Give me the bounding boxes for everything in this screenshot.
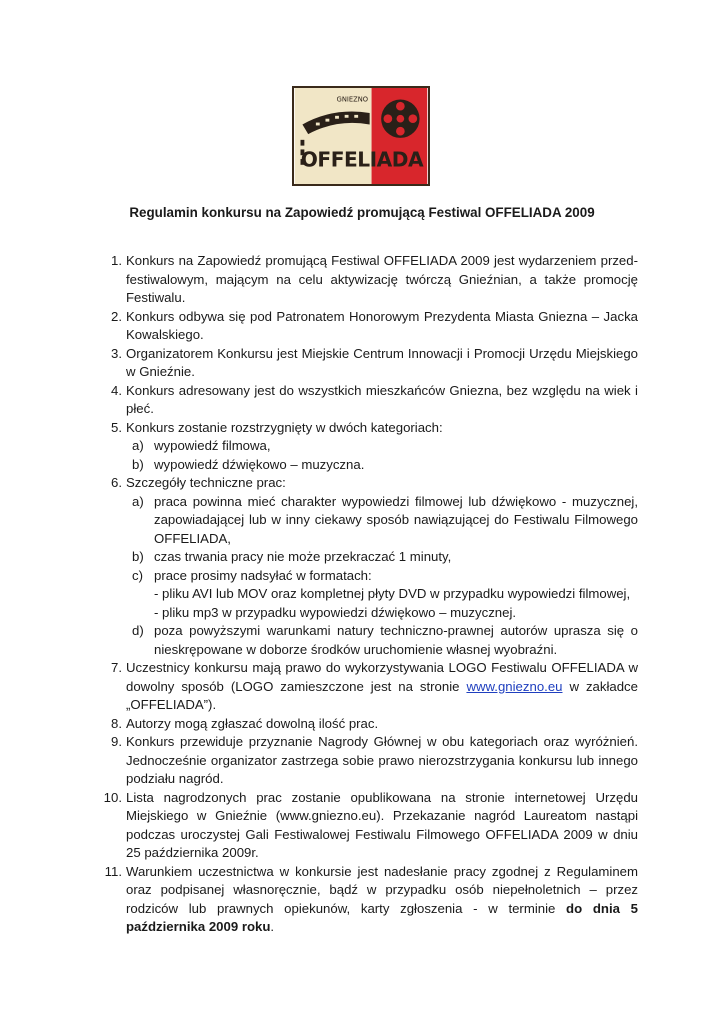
rule-item — [92, 733, 638, 789]
rule-item — [92, 345, 638, 382]
rule-text: Konkurs odbywa się pod Patronatem Honorowym Prezydenta Miasta Gniezna – Jacka Kowalskiego. — [126, 308, 638, 342]
sub-letter: b) — [132, 456, 144, 472]
rule-text: Konkurs adresowany jest do wszystkich mieszkańców Gniezna, bez względu na wiek i płeć. — [126, 382, 638, 416]
sub-letter: a) — [132, 493, 144, 509]
rule-item — [92, 308, 638, 345]
sub-item — [126, 622, 638, 659]
rule-text — [126, 863, 638, 937]
rule-text: Konkurs przewiduje przyznanie Nagrody Głównej w obu kategoriach oraz wyróżnień. Jednocześnie organizator zastrzega sobie prawo nierozstrzygania konkursu lub innego podziału nagród. — [126, 734, 638, 786]
sub-item — [126, 437, 638, 456]
sub-text: wypowiedź dźwiękowo – muzyczna. — [154, 456, 365, 472]
deadline-date: do dnia 5 października 2009 roku — [126, 900, 638, 934]
sub-letter: a) — [132, 438, 144, 453]
rule-item — [92, 715, 638, 734]
rule-number: 2. — [111, 308, 122, 324]
rule-item — [92, 863, 638, 937]
rule-item — [92, 789, 638, 863]
sublist — [126, 493, 638, 660]
sub-item — [126, 456, 638, 475]
rule-number: 7. — [111, 660, 122, 675]
logo-top-text: GNIEZNO — [336, 95, 369, 104]
rules-list — [92, 252, 638, 937]
rule-item — [92, 252, 638, 308]
sub-text: praca powinna mieć charakter wypowiedzi filmowej lub dźwiękowo - muzycznej, zapowiadającej lub w inny ciekawy sposób nawiązującej do Festiwalu Filmowego OFFELIADA, — [154, 493, 638, 546]
logo-main-text: OFFELIADA — [300, 147, 424, 172]
rule-number: 4. — [111, 382, 122, 398]
rule-text: Organizatorem Konkursu jest Miejskie Centrum Innowacji i Promocji Urzędu Miejskiego w Gnieźnie. — [126, 345, 638, 379]
sub-letter: d) — [132, 623, 144, 638]
rule-item — [92, 474, 638, 659]
rule-text: Lista nagrodzonych prac zostanie opublikowana na stronie internetowej Urzędu Miejskiego w Gnieźnie (www.gniezno.eu). Przekazanie nagród Laureatom nastąpi podczas uroczystej Gali Festiwalowej Festiwalu Filmowego OFFELIADA 2009 w dniu 25 października 2009r. — [126, 789, 638, 860]
rule-number: 3. — [111, 345, 122, 361]
rule-number: 10. — [103, 789, 122, 805]
sub-text: czas trwania pracy nie może przekraczać 1 minuty, — [154, 549, 452, 564]
festival-logo — [292, 86, 430, 186]
sub-item — [126, 548, 638, 567]
offeliada-logo-graphic — [294, 88, 428, 184]
rule-text-part: . — [270, 919, 275, 934]
format-detail: - pliku mp3 w przypadku wypowiedzi dźwiękowo – muzycznej. — [154, 604, 517, 620]
sub-text: wypowiedź filmowa, — [154, 438, 271, 453]
rule-number: 8. — [111, 715, 122, 731]
sub-item — [126, 567, 638, 623]
rule-number: 11. — [104, 863, 122, 879]
rule-text: Konkurs na Zapowiedź promującą Festiwal OFFELIADA 2009 jest wydarzeniem przed-festiwalowym, mającym na celu aktywizację twórczą Gnieźnian, a także promocję Festiwalu. — [126, 253, 638, 305]
rule-text: Autorzy mogą zgłaszać dowolną ilość prac. — [126, 715, 379, 731]
film-reel-icon — [381, 100, 419, 138]
rule-text: Szczegóły techniczne prac: — [126, 475, 286, 490]
rule-number: 1. — [111, 253, 122, 268]
rule-number: 5. — [111, 419, 122, 435]
sub-text: prace prosimy nadsyłać w formatach: — [154, 567, 372, 583]
sublist — [126, 437, 638, 474]
rule-item — [92, 419, 638, 475]
sub-letter: b) — [132, 549, 144, 564]
rule-text-part: Warunkiem uczestnictwa w konkursie jest nadesłanie pracy zgodnej z Regulaminem oraz podpisanej własnoręcznie, bądź w przypadku osób niepełnoletnich – przez rodziców lub prawnych opiekunów, karty zgłoszenia - w terminie — [126, 863, 638, 916]
rule-text-part: Uczestnicy konkursu mają prawo do wykorzystywania LOGO Festiwalu OFFELIADA w dowolny sposób (LOGO zamieszczone jest na stronie — [126, 660, 638, 694]
format-detail: - pliku AVI lub MOV oraz kompletnej płyty DVD w przypadku wypowiedzi filmowej, — [154, 586, 631, 601]
rule-text: Konkurs zostanie rozstrzygnięty w dwóch kategoriach: — [126, 419, 443, 435]
rule-item — [92, 382, 638, 419]
rule-number: 6. — [111, 475, 122, 490]
sub-text: poza powyższymi warunkami natury techniczno-prawnej autorów uprasza się o nieskrępowane w doborze środków uruchomienie własnej wyobraźni. — [154, 623, 638, 657]
gniezno-website-link[interactable]: www.gniezno.eu — [466, 678, 563, 694]
rule-text — [126, 659, 638, 715]
rule-item — [92, 659, 638, 715]
sub-item — [126, 493, 638, 549]
page-title: Regulamin konkursu na Zapowiedź promującą Festiwal OFFELIADA 2009 — [129, 205, 595, 220]
rule-text-part: w zakładce „OFFELIADA”). — [126, 678, 638, 712]
rule-number: 9. — [111, 734, 122, 749]
sub-letter: c) — [132, 567, 143, 583]
